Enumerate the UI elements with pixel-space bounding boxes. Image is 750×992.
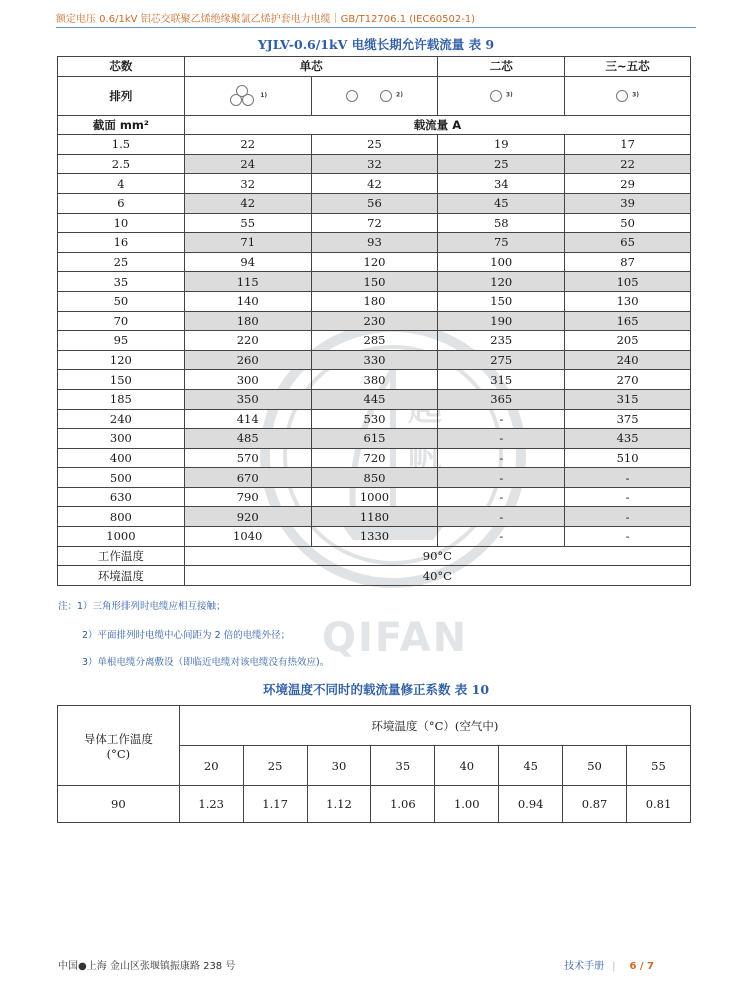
section-cell: 400 — [58, 448, 185, 468]
ampacity-cell: 58 — [438, 213, 565, 233]
ampacity-cell: 150 — [438, 291, 565, 311]
section-cell: 6 — [58, 193, 185, 213]
ampacity-cell: - — [565, 487, 691, 507]
table-row — [58, 389, 691, 409]
section-cell: 35 — [58, 272, 185, 292]
ampacity-cell: 1330 — [311, 527, 438, 547]
ampacity-cell: 24 — [184, 154, 311, 174]
correction-factor-cell: 0.81 — [626, 786, 690, 823]
section-cell: 800 — [58, 507, 185, 527]
table-row — [58, 154, 691, 174]
table-row — [58, 370, 691, 390]
section-label: 截面 mm² — [58, 115, 185, 135]
ambient-temp-cell: 25 — [243, 746, 307, 786]
ampacity-cell: 445 — [311, 389, 438, 409]
arrangement-label: 排列 — [58, 76, 185, 115]
section-cell: 240 — [58, 409, 185, 429]
ampacity-cell: 19 — [438, 135, 565, 155]
correction-factor-table — [57, 705, 691, 823]
ampacity-cell: - — [438, 527, 565, 547]
table-row — [58, 213, 691, 233]
section-cell: 95 — [58, 331, 185, 351]
table-row — [58, 193, 691, 213]
table9-header-row — [58, 57, 691, 77]
conductor-temp-label: 导体工作温度 — [83, 731, 153, 746]
ampacity-cell: 22 — [565, 154, 691, 174]
correction-factor-cell: 1.17 — [243, 786, 307, 823]
section-cell: 1000 — [58, 527, 185, 547]
ampacity-cell: 920 — [184, 507, 311, 527]
table-row — [58, 272, 691, 292]
footer-manual-label: 技术手册 — [564, 961, 605, 972]
ambient-temp-cell: 55 — [626, 746, 690, 786]
note-ref-3: 3) — [505, 91, 513, 99]
ampacity-cell: - — [438, 468, 565, 488]
ambient-temp-header: 环境温度（°C）(空气中) — [179, 706, 690, 746]
table10-header-row — [58, 706, 691, 746]
ampacity-cell: - — [565, 527, 691, 547]
ampacity-cell: 315 — [565, 389, 691, 409]
ampacity-cell: - — [438, 448, 565, 468]
circle-icon — [616, 90, 628, 102]
table-row — [58, 331, 691, 351]
ampacity-cell: 300 — [184, 370, 311, 390]
correction-factor-cell: 1.12 — [307, 786, 371, 823]
ampacity-cell: 220 — [184, 331, 311, 351]
section-cell: 25 — [58, 252, 185, 272]
ampacity-cell: 1000 — [311, 487, 438, 507]
ampacity-cell: 230 — [311, 311, 438, 331]
ambient-temp-cell: 20 — [179, 746, 243, 786]
ambient-temp-cell: 30 — [307, 746, 371, 786]
ampacity-cell: 55 — [184, 213, 311, 233]
section-cell: 300 — [58, 429, 185, 449]
header-divider — [56, 27, 696, 28]
ampacity-cell: - — [438, 487, 565, 507]
ambient-temp-cell: 50 — [563, 746, 627, 786]
ampacity-cell: 240 — [565, 350, 691, 370]
ampacity-cell: 570 — [184, 448, 311, 468]
ampacity-cell: 485 — [184, 429, 311, 449]
table-row — [58, 233, 691, 253]
ampacity-cell: 29 — [565, 174, 691, 194]
ampacity-cell: 330 — [311, 350, 438, 370]
ampacity-cell: 34 — [438, 174, 565, 194]
ampacity-cell: 414 — [184, 409, 311, 429]
ampacity-cell: 615 — [311, 429, 438, 449]
ampacity-cell: 1180 — [311, 507, 438, 527]
ampacity-cell: 94 — [184, 252, 311, 272]
ampacity-cell: 32 — [184, 174, 311, 194]
ampacity-cell: 180 — [184, 311, 311, 331]
ampacity-table — [57, 56, 691, 586]
correction-factor-cell: 1.00 — [435, 786, 499, 823]
watermark-text: QIFAN — [322, 615, 469, 661]
ampacity-cell: 140 — [184, 291, 311, 311]
ampacity-cell: 790 — [184, 487, 311, 507]
ambient-temp-value: 40°C — [184, 566, 690, 586]
table-row — [58, 174, 691, 194]
circle-icon — [380, 90, 392, 102]
ampacity-label: 载流量 A — [184, 115, 690, 135]
trefoil-arrangement — [184, 76, 311, 115]
table-row — [58, 507, 691, 527]
section-cell: 2.5 — [58, 154, 185, 174]
ampacity-cell: 670 — [184, 468, 311, 488]
conductor-temp-value: 90 — [58, 786, 180, 823]
table-row — [58, 429, 691, 449]
ampacity-cell: 42 — [311, 174, 438, 194]
ampacity-cell: 71 — [184, 233, 311, 253]
correction-factor-cell: 1.23 — [179, 786, 243, 823]
ampacity-cell: 205 — [565, 331, 691, 351]
note-ref-2: 2) — [396, 91, 403, 99]
ampacity-cell: 510 — [565, 448, 691, 468]
trefoil-circles-icon — [228, 85, 256, 107]
section-cell: 120 — [58, 350, 185, 370]
work-temp-label: 工作温度 — [58, 546, 185, 566]
ampacity-cell: 315 — [438, 370, 565, 390]
ampacity-cell: 115 — [184, 272, 311, 292]
ampacity-cell: 180 — [311, 291, 438, 311]
table-row — [58, 409, 691, 429]
table-row — [58, 468, 691, 488]
two-core-arrangement — [438, 76, 565, 115]
note-ref-3: 3) — [632, 91, 640, 99]
table9-title: YJLV-0.6/1kV 电缆长期允许载流量 表 9 — [257, 37, 495, 52]
flat-arrangement — [311, 76, 438, 115]
correction-factor-cell: 1.06 — [371, 786, 435, 823]
ampacity-cell: 22 — [184, 135, 311, 155]
table-row — [58, 291, 691, 311]
section-cell: 70 — [58, 311, 185, 331]
ambient-temp-cell: 40 — [435, 746, 499, 786]
ampacity-cell: 130 — [565, 291, 691, 311]
ampacity-cell: 235 — [438, 331, 565, 351]
ampacity-cell: 25 — [438, 154, 565, 174]
ampacity-cell: 120 — [438, 272, 565, 292]
ampacity-cell: 720 — [311, 448, 438, 468]
ambient-temp-cell: 45 — [499, 746, 563, 786]
ampacity-cell: 93 — [311, 233, 438, 253]
correction-factor-cell: 0.87 — [563, 786, 627, 823]
ampacity-cell: 42 — [184, 193, 311, 213]
ampacity-cell: 65 — [565, 233, 691, 253]
ampacity-cell: 365 — [438, 389, 565, 409]
ampacity-cell: - — [438, 429, 565, 449]
single-core-header: 单芯 — [184, 57, 438, 77]
ampacity-cell: 375 — [565, 409, 691, 429]
work-temp-row — [58, 546, 691, 566]
ampacity-cell: - — [565, 507, 691, 527]
section-cell: 10 — [58, 213, 185, 233]
ampacity-cell: 380 — [311, 370, 438, 390]
section-cell: 150 — [58, 370, 185, 390]
ampacity-cell: 275 — [438, 350, 565, 370]
ambient-temp-cell: 35 — [371, 746, 435, 786]
multi-core-arrangement — [565, 76, 691, 115]
table-row — [58, 252, 691, 272]
ampacity-cell: 530 — [311, 409, 438, 429]
note-1: 注：1）三角形排列时电缆应相互接触； — [58, 601, 226, 612]
ampacity-cell: 165 — [565, 311, 691, 331]
table-row — [58, 135, 691, 155]
page-number: 6 / 7 — [629, 961, 654, 972]
section-cell: 500 — [58, 468, 185, 488]
ampacity-cell: 1040 — [184, 527, 311, 547]
table-row — [58, 311, 691, 331]
section-cell: 185 — [58, 389, 185, 409]
factors-row — [58, 786, 691, 823]
ampacity-cell: 72 — [311, 213, 438, 233]
ampacity-cell: 17 — [565, 135, 691, 155]
document-header: 额定电压 0.6/1kV 铝芯交联聚乙烯绝缘聚氯乙烯护套电力电缆｜GB/T12706.1 (IEC60502-1) — [56, 14, 476, 25]
ampacity-cell: 105 — [565, 272, 691, 292]
ambient-temp-label: 环境温度 — [58, 566, 185, 586]
logo-char-2: 帆 — [408, 439, 442, 479]
ampacity-cell: 150 — [311, 272, 438, 292]
ampacity-cell: 87 — [565, 252, 691, 272]
ampacity-cell: 260 — [184, 350, 311, 370]
section-cell: 1.5 — [58, 135, 185, 155]
ampacity-cell: 39 — [565, 193, 691, 213]
table10-title: 环境温度不同时的载流量修正系数 表 10 — [262, 682, 490, 697]
ampacity-cell: 435 — [565, 429, 691, 449]
work-temp-value: 90°C — [184, 546, 690, 566]
conductor-temp-header — [58, 706, 180, 786]
section-cell: 4 — [58, 174, 185, 194]
ampacity-cell: 270 — [565, 370, 691, 390]
section-header-row — [58, 115, 691, 135]
ampacity-cell: 45 — [438, 193, 565, 213]
cores-header: 芯数 — [58, 57, 185, 77]
ampacity-cell: 285 — [311, 331, 438, 351]
footer-address: 中国●上海 金山区张堰镇振康路 238 号 — [58, 961, 236, 972]
ampacity-cell: 25 — [311, 135, 438, 155]
note-ref-1: 1) — [260, 91, 268, 99]
ampacity-cell: 100 — [438, 252, 565, 272]
ampacity-cell: 850 — [311, 468, 438, 488]
circle-icon — [346, 90, 358, 102]
ampacity-cell: - — [438, 507, 565, 527]
ampacity-cell: 50 — [565, 213, 691, 233]
ampacity-cell: 32 — [311, 154, 438, 174]
arrangement-row — [58, 76, 691, 115]
ampacity-cell: - — [565, 468, 691, 488]
ampacity-cell: 75 — [438, 233, 565, 253]
note-3: 3）单根电缆分离敷设（即临近电缆对该电缆没有热效应)。 — [82, 657, 330, 668]
ampacity-cell: 190 — [438, 311, 565, 331]
table-row — [58, 350, 691, 370]
table-row — [58, 527, 691, 547]
note-2: 2）平面排列时电缆中心间距为 2 倍的电缆外径； — [82, 630, 291, 641]
section-cell: 630 — [58, 487, 185, 507]
conductor-temp-unit: (°C) — [106, 746, 131, 761]
ambient-temp-row — [58, 566, 691, 586]
table-row — [58, 448, 691, 468]
section-cell: 50 — [58, 291, 185, 311]
correction-factor-cell: 0.94 — [499, 786, 563, 823]
two-core-header: 二芯 — [438, 57, 565, 77]
ampacity-cell: 56 — [311, 193, 438, 213]
footer-pagination: 技术手册 | 6 / 7 — [564, 961, 654, 972]
table-row — [58, 487, 691, 507]
circle-icon — [490, 90, 502, 102]
ampacity-cell: - — [438, 409, 565, 429]
ampacity-cell: 120 — [311, 252, 438, 272]
section-cell: 16 — [58, 233, 185, 253]
three-five-core-header: 三~五芯 — [565, 57, 691, 77]
logo-char-1: 起 — [408, 389, 442, 429]
ampacity-cell: 350 — [184, 389, 311, 409]
